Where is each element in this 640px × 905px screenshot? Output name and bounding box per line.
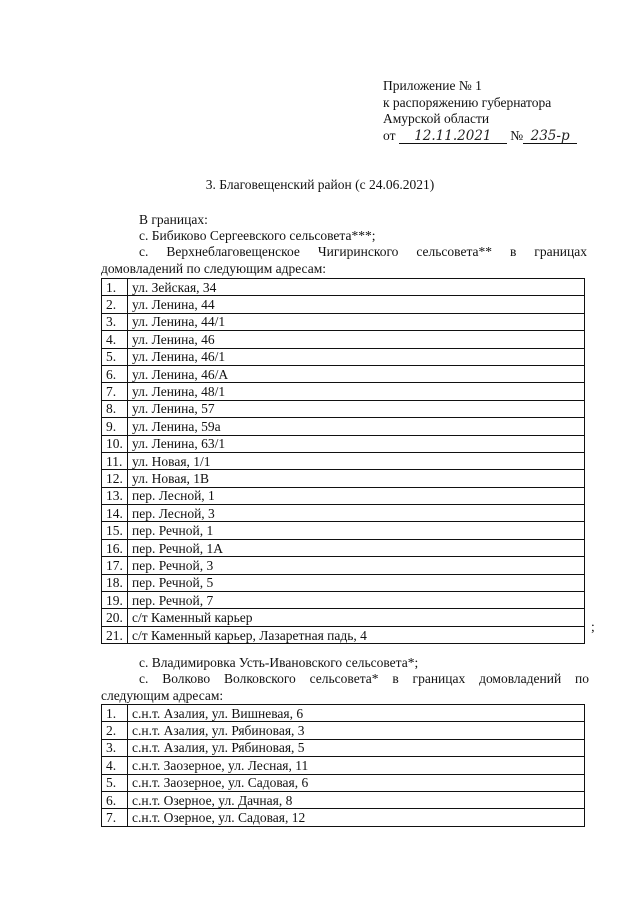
addresses-table-1 [101,278,585,644]
row-number: 18. [102,574,128,591]
row-number: 6. [102,791,128,808]
table-1-trailing-semicolon: ; [591,619,595,634]
table-row [102,722,585,739]
table-row [102,522,585,539]
row-address: с/т Каменный карьер [128,609,585,626]
row-number: 7. [102,383,128,400]
date-prefix: от [383,127,396,143]
row-number: 3. [102,739,128,756]
table-row [102,557,585,574]
row-number: 15. [102,522,128,539]
row-number: 1. [102,705,128,722]
row-address: пер. Лесной, 3 [128,505,585,522]
row-address: ул. Зейская, 34 [128,279,585,296]
row-number: 2. [102,722,128,739]
handwritten-date: 12.11.2021 [399,130,507,144]
row-address: пер. Речной, 7 [128,592,585,609]
row-address: ул. Ленина, 46/А [128,365,585,382]
row-address: ул. Ленина, 44 [128,296,585,313]
row-address: ул. Ленина, 63/1 [128,435,585,452]
row-address: пер. Речной, 3 [128,557,585,574]
row-address: пер. Лесной, 1 [128,487,585,504]
row-address: ул. Ленина, 44/1 [128,313,585,330]
row-address: с.н.т. Озерное, ул. Садовая, 12 [128,809,585,826]
bibikovo-line: с. Бибиково Сергеевского сельсовета***; [139,228,376,243]
row-number: 1. [102,279,128,296]
table-row [102,487,585,504]
row-number: 5. [102,774,128,791]
appendix-header [383,78,577,144]
row-address: ул. Новая, 1/1 [128,452,585,469]
appendix-region: Амурской области [383,111,490,126]
row-number: 2. [102,296,128,313]
row-number: 9. [102,418,128,435]
table-row [102,383,585,400]
table-row [102,809,585,826]
row-address: пер. Речной, 5 [128,574,585,591]
table-row [102,574,585,591]
row-address: с.н.т. Озерное, ул. Дачная, 8 [128,791,585,808]
table-row [102,791,585,808]
table-row [102,418,585,435]
row-number: 16. [102,539,128,556]
row-number: 20. [102,609,128,626]
table-row [102,279,585,296]
row-number: 10. [102,435,128,452]
row-number: 3. [102,313,128,330]
vladimirovka-line: с. Владимировка Усть-Ивановского сельсовета*; [139,655,419,670]
row-address: ул. Новая, 1В [128,470,585,487]
table-row [102,435,585,452]
addresses-table-2 [101,704,585,827]
table-row [102,757,585,774]
borders-intro: В границах: [139,212,208,227]
table-row [102,705,585,722]
table-row [102,539,585,556]
table-row [102,365,585,382]
row-number: 12. [102,470,128,487]
verkhneblagoveshchenskoe-line-cont: домовладений по следующим адресам: [101,261,327,276]
table-row [102,348,585,365]
table-row [102,400,585,417]
table-row [102,592,585,609]
table-row [102,626,585,643]
row-address: пер. Речной, 1А [128,539,585,556]
table-row [102,452,585,469]
row-address: ул. Ленина, 57 [128,400,585,417]
row-number: 14. [102,505,128,522]
row-address: ул. Ленина, 48/1 [128,383,585,400]
appendix-order-reference: к распоряжению губернатора [383,94,552,110]
row-number: 5. [102,348,128,365]
volkovo-line-cont: следующим адресам: [101,688,224,703]
handwritten-number: 235-р [523,130,577,144]
table-row [102,609,585,626]
district-title: 3. Благовещенский район (с 24.06.2021) [205,177,435,192]
row-address: с.н.т. Заозерное, ул. Садовая, 6 [128,774,585,791]
row-address: пер. Речной, 1 [128,522,585,539]
row-number: 7. [102,809,128,826]
table-row [102,470,585,487]
row-address: ул. Ленина, 59а [128,418,585,435]
table-row [102,331,585,348]
row-number: 4. [102,331,128,348]
volkovo-line: с. Волково Волковского сельсовета* в границах домовладений по [139,671,589,686]
row-address: с.н.т. Азалия, ул. Рябиновая, 3 [128,722,585,739]
appendix-number: Приложение № 1 [383,78,482,93]
row-address: с/т Каменный карьер, Лазаретная падь, 4 [128,626,585,643]
table-row [102,505,585,522]
row-number: 4. [102,757,128,774]
verkhneblagoveshchenskoe-line: с. Верхнеблаговещенское Чигиринского сельсовета** в границах [139,244,587,259]
row-address: с.н.т. Азалия, ул. Вишневая, 6 [128,705,585,722]
row-address: ул. Ленина, 46 [128,331,585,348]
row-number: 19. [102,592,128,609]
row-number: 21. [102,626,128,643]
row-address: с.н.т. Азалия, ул. Рябиновая, 5 [128,739,585,756]
table-row [102,296,585,313]
row-address: ул. Ленина, 46/1 [128,348,585,365]
row-number: 6. [102,365,128,382]
table-row [102,313,585,330]
row-number: 11. [102,452,128,469]
row-number: 13. [102,487,128,504]
table-row [102,739,585,756]
row-number: 17. [102,557,128,574]
number-prefix: № [510,127,524,143]
appendix-date-line [383,128,577,145]
row-address: с.н.т. Заозерное, ул. Лесная, 11 [128,757,585,774]
row-number: 8. [102,400,128,417]
table-row [102,774,585,791]
